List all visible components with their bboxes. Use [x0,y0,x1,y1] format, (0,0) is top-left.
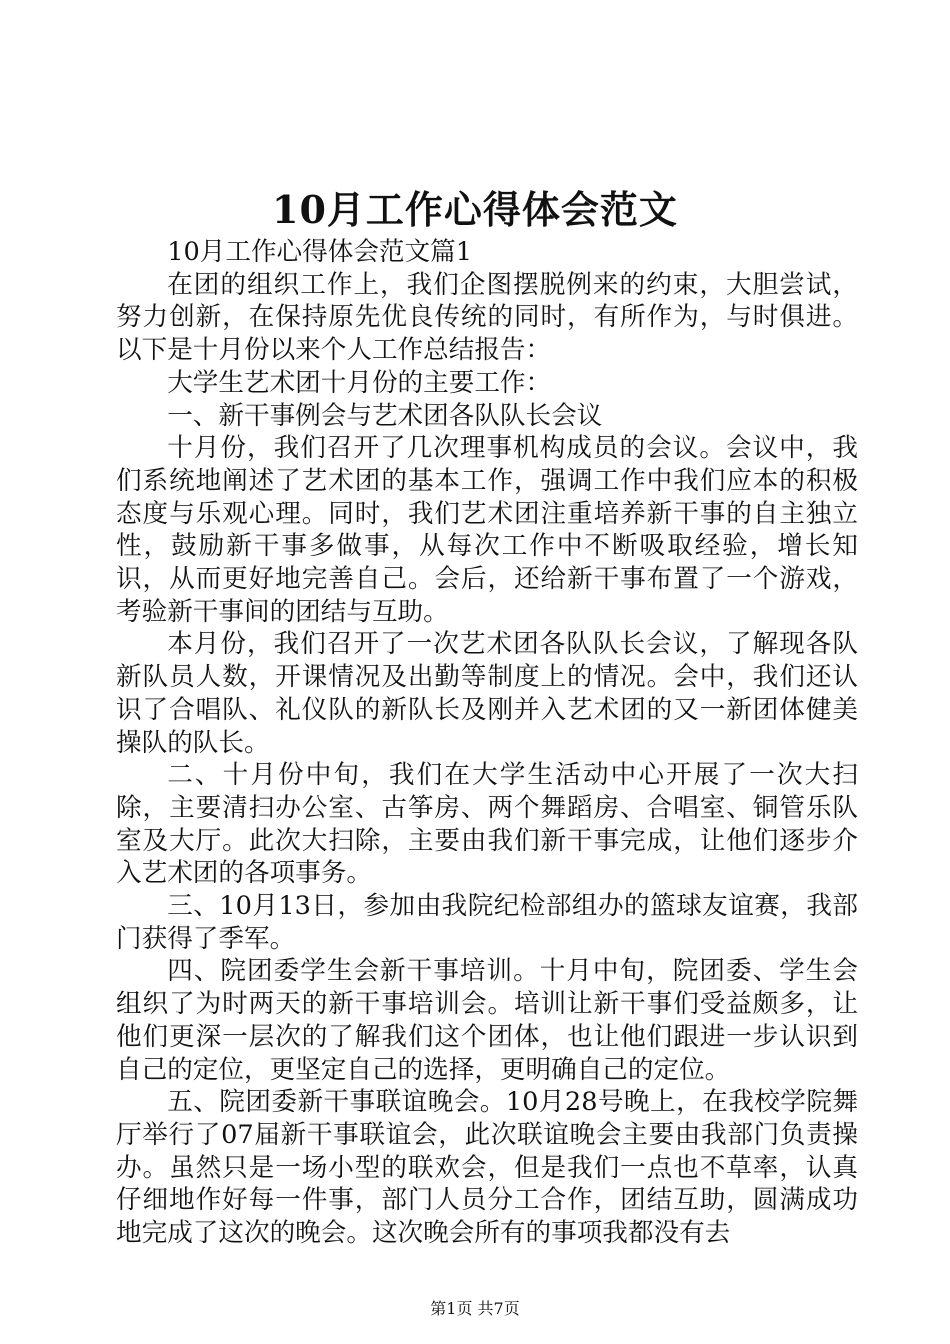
paragraph: 十月份，我们召开了几次理事机构成员的会议。会议中，我们系统地阐述了艺术团的基本工作，强调工作中我们应本的积极态度与乐观心理。同时，我们艺术团注重培养新干事的自主独立性，鼓励新干事多做事，从每次工作中不断吸取经验，增长知识，从而更好地完善自己。会后，还给新干事布置了一个游戏，考验新干事间的团结与互助。 [116,433,858,627]
document-title: 10月工作心得体会范文 [272,187,678,232]
paragraph: 四、院团委学生会新干事培训。十月中旬，院团委、学生会组织了为时两天的新干事培训会。培训让新干事们受益颇多，让他们更深一层次的了解我们这个团体，也让他们跟进一步认识到自己的定位，更坚定自己的选择，更明确自己的定位。 [116,956,858,1085]
paragraph: 三、10月13日，参加由我院纪检部组办的篮球友谊赛，我部门获得了季军。 [116,891,858,954]
paragraph: 在团的组织工作上，我们企图摆脱例来的约束，大胆尝试，努力创新，在保持原先优良传统的同时，有所作为，与时俱进。以下是十月份以来个人工作总结报告： [116,269,858,366]
page-number-footer: 第1页 共7页 [430,1299,520,1318]
paragraph: 本月份，我们召开了一次艺术团各队队长会议，了解现各队新队员人数，开课情况及出勤等制度上的情况。会中，我们还认识了合唱队、礼仪队的新队长及刚并入艺术团的又一新团体健美操队的队长。 [116,629,858,758]
paragraph: 五、院团委新干事联谊晚会。10月28号晚上，在我校学院舞厅举行了07届新干事联谊会，此次联谊晚会主要由我部门负责操办。虽然只是一场小型的联欢会，但是我们一点也不草率，认真仔细地作好每一件事，部门人员分工合作，团结互助，圆满成功地完成了这次的晚会。这次晚会所有的事项我都没有去 [116,1087,858,1249]
paragraph: 二、十月份中旬，我们在大学生活动中心开展了一次大扫除，主要清扫办公室、古筝房、两个舞蹈房、合唱室、铜管乐队室及大厅。此次大扫除，主要由我们新干事完成，让他们逐步介入艺术团的各项事务。 [116,760,858,889]
paragraph: 大学生艺术团十月份的主要工作： [167,367,552,398]
section-subtitle: 10月工作心得体会范文篇1 [167,237,472,267]
section-heading: 一、新干事例会与艺术团各队队长会议 [167,400,603,431]
document-body [116,236,858,1250]
